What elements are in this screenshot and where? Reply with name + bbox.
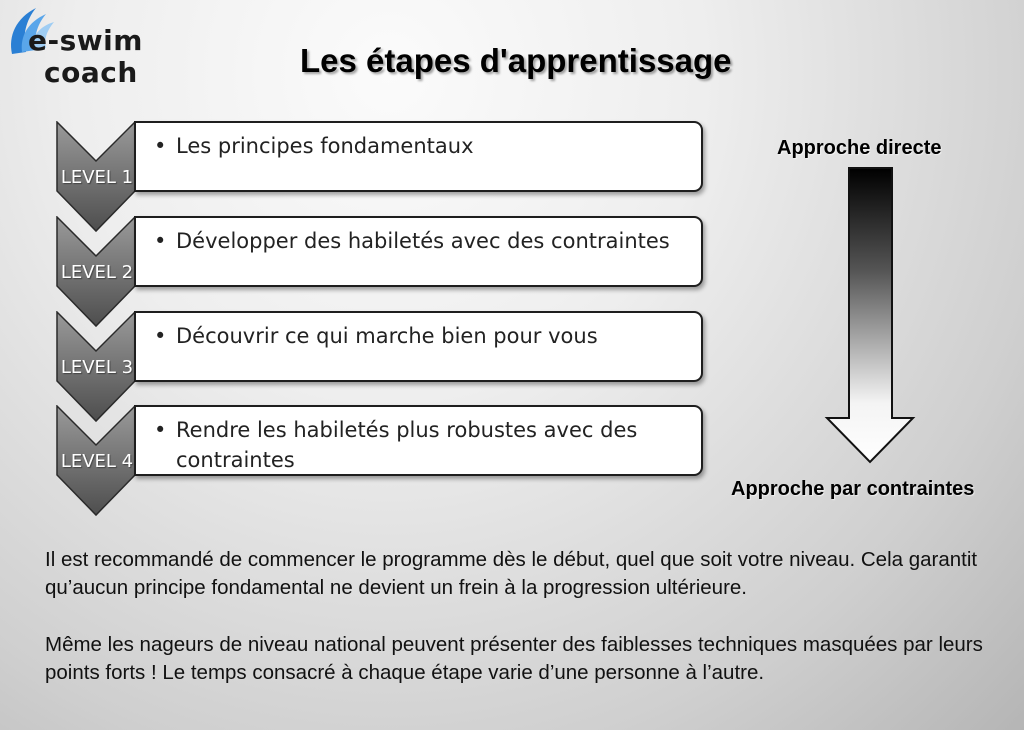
level-4-tag: LEVEL 4 <box>60 451 134 472</box>
level-3-box <box>134 311 703 382</box>
level-3-text: Découvrir ce qui marche bien pour vous <box>176 324 598 348</box>
level-4-step <box>0 405 720 525</box>
approach-top-label: Approche directe <box>777 137 942 159</box>
level-4-text: Rendre les habiletés plus robustes avec des contraintes <box>176 418 638 472</box>
bullet: • <box>154 229 167 253</box>
e-swim-coach-logo <box>6 2 156 92</box>
level-4-box <box>134 405 703 476</box>
level-2-text: Développer des habiletés avec des contraintes <box>176 229 670 253</box>
bullet: • <box>154 418 167 442</box>
logo-text-line2: coach <box>44 56 138 89</box>
level-3-tag: LEVEL 3 <box>60 357 134 378</box>
level-2-box <box>134 216 703 287</box>
bullet: • <box>154 324 167 348</box>
gradient-down-arrow-icon <box>824 166 916 466</box>
level-1-text: Les principes fondamentaux <box>176 134 474 158</box>
approach-bottom-label: Approche par contraintes <box>731 478 975 500</box>
level-1-tag: LEVEL 1 <box>60 167 134 188</box>
paragraph-national-swimmers: Même les nageurs de niveau national peuvent présenter des faiblesses techniques masquées par leurs points forts ! Le temps consacré à chaque étape varie d’une personne à l’autre. <box>45 633 983 684</box>
bullet: • <box>154 134 167 158</box>
level-1-box <box>134 121 703 192</box>
logo-text-line1: e-swim <box>28 24 143 57</box>
page-title: Les étapes d'apprentissage <box>300 42 732 79</box>
level-2-tag: LEVEL 2 <box>60 262 134 283</box>
paragraph-recommendation: Il est recommandé de commencer le programme dès le début, quel que soit votre niveau. Cela garantit qu’aucun principe fondamental ne devient un frein à la progression ultérieure. <box>45 548 978 599</box>
